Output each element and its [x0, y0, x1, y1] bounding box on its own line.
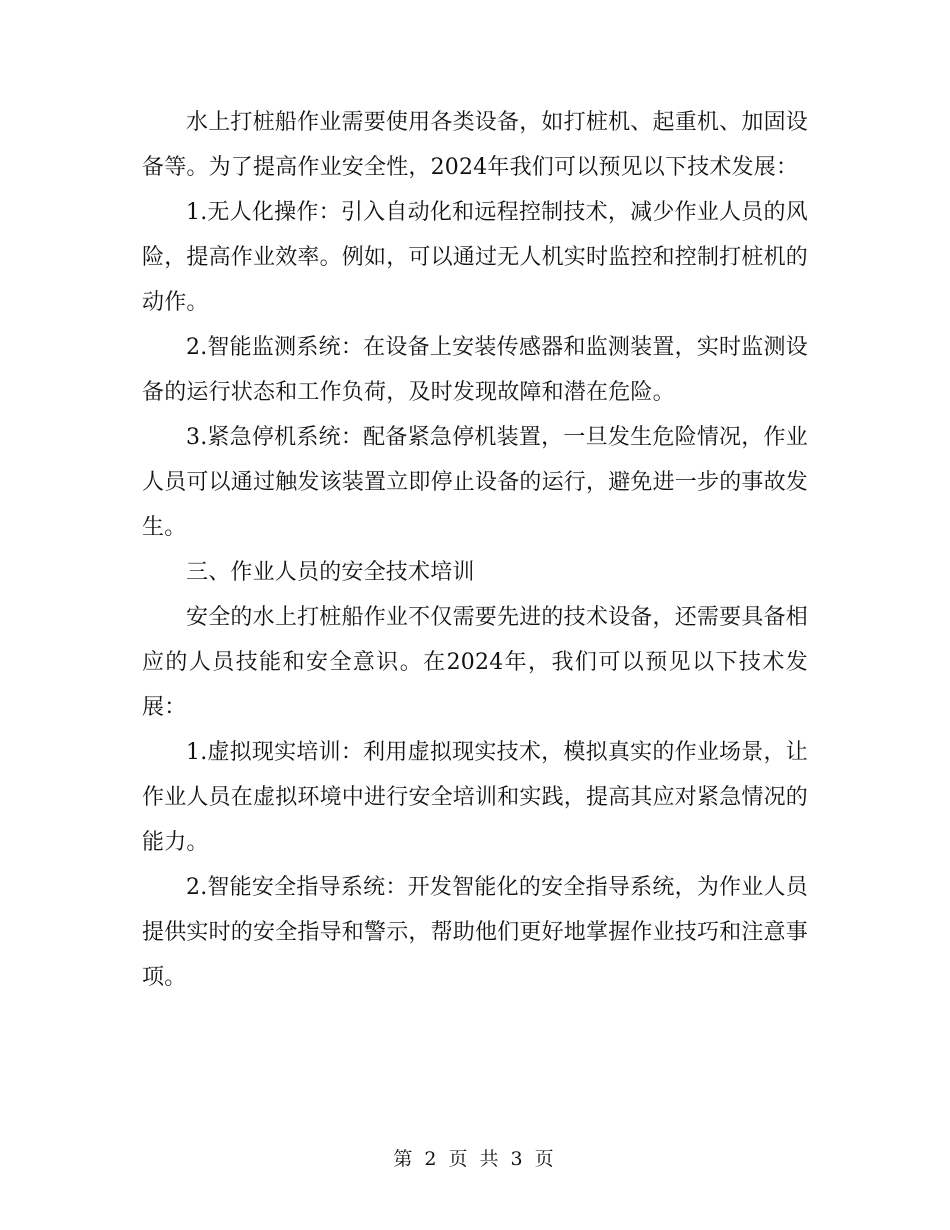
paragraph-equipment-intro: 水上打桩船作业需要使用各类设备，如打桩机、起重机、加固设备等。为了提高作业安全性，2024年我们可以预见以下技术发展： [142, 110, 808, 180]
paragraph-smart-monitoring: 2.智能监测系统：在设备上安装传感器和监测装置，实时监测设备的运行状态和工作负荷，及时发现故障和潜在危险。 [142, 335, 808, 405]
document-body [142, 100, 808, 1000]
paragraph-emergency-stop: 3.紧急停机系统：配备紧急停机装置，一旦发生危险情况，作业人员可以通过触发该装置立即停止设备的运行，避免进一步的事故发生。 [142, 425, 809, 540]
paragraph-smart-guidance: 2.智能安全指导系统：开发智能化的安全指导系统，为作业人员提供实时的安全指导和警示，帮助他们更好地掌握作业技巧和注意事项。 [142, 875, 809, 990]
section-heading-training: 三、作业人员的安全技术培训 [186, 560, 475, 585]
paragraph-vr-training: 1.虚拟现实培训：利用虚拟现实技术，模拟真实的作业场景，让作业人员在虚拟环境中进行安全培训和实践，提高其应对紧急情况的能力。 [142, 740, 809, 855]
page-footer: 第 2 页 共 3 页 [393, 1148, 557, 1170]
paragraph-training-intro: 安全的水上打桩船作业不仅需要先进的技术设备，还需要具备相应的人员技能和安全意识。在2024年，我们可以预见以下技术发展： [142, 605, 808, 720]
paragraph-unmanned-operation: 1.无人化操作：引入自动化和远程控制技术，减少作业人员的风险，提高作业效率。例如，可以通过无人机实时监控和控制打桩机的动作。 [142, 200, 809, 315]
